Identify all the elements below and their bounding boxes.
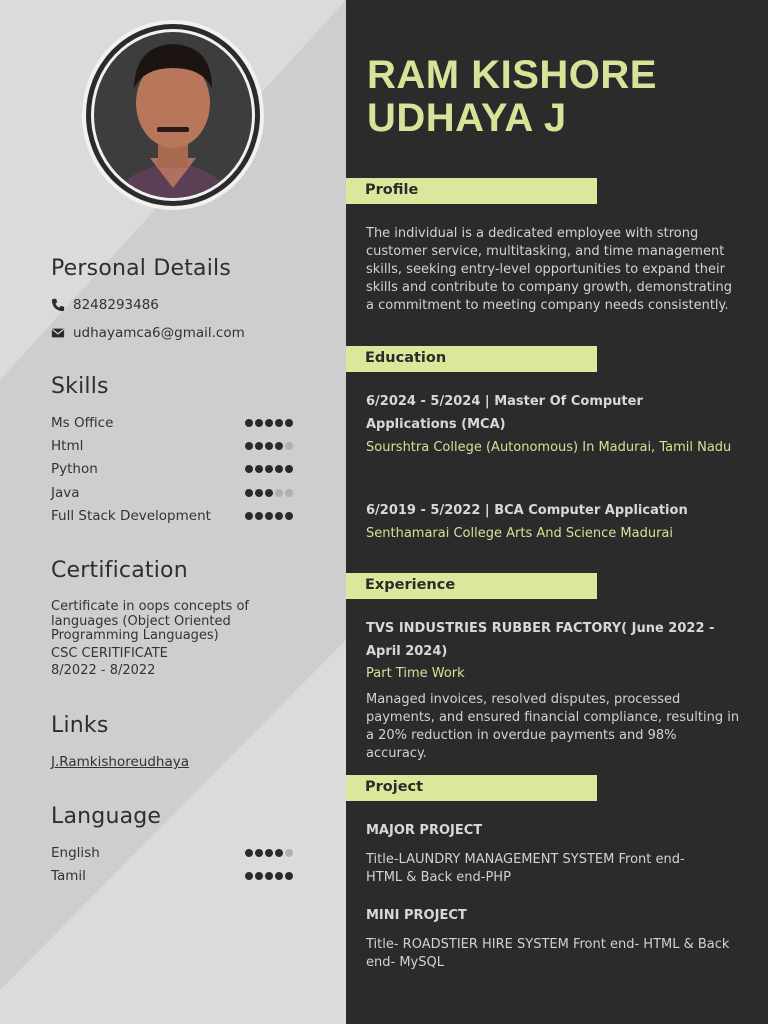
language-row [51,867,293,885]
education-title: Education [365,350,447,366]
education-heading-2: 6/2019 - 5/2022 | BCA Computer Application [366,503,688,518]
skill-row [51,460,293,478]
rating-dot [255,872,263,880]
email-address: udhayamca6@gmail.com [73,325,245,341]
rating-dot [245,849,253,857]
name-line-2: UDHAYA J [367,96,567,140]
rating-dot [275,465,283,473]
email-row [51,325,245,341]
rating-dots [245,849,293,857]
major-project-label: MAJOR PROJECT [366,823,483,838]
certification-title: Certification [51,558,188,583]
rating-dot [255,442,263,450]
mini-project-text: Title- ROADSTIER HIRE SYSTEM Front end- HTML & Back end- MySQL [366,937,730,970]
phone-row [51,297,159,313]
certification-issuer: CSC CERITIFICATE [51,645,168,661]
mini-project-label: MINI PROJECT [366,908,467,923]
rating-dot [255,489,263,497]
rating-dots [245,512,293,520]
rating-dot [285,489,293,497]
rating-dot [265,465,273,473]
profile-section-header [346,178,597,204]
education-school-2: Senthamarai College Arts And Science Madurai [366,526,673,541]
skill-row-label: Python [51,461,98,478]
rating-dot [245,489,253,497]
skill-row-label: Ms Office [51,415,114,431]
rating-dot [285,442,293,450]
rating-dot [265,872,273,880]
rating-dots [245,489,293,497]
profile-link[interactable]: J.Ramkishoreudhaya [51,754,189,770]
certification-dates: 8/2022 - 8/2022 [51,663,156,678]
rating-dot [275,489,283,497]
profile-text: The individual is a dedicated employee with strong customer service, multitasking, and time management skills, seeking entry-level opportunities to expand their skills and contribute to company growth, demonstrating a commitment to meeting company needs consistently. [366,226,732,313]
education-section-header [346,346,597,372]
rating-dots [245,419,293,427]
rating-dot [275,849,283,857]
certification-block [51,600,301,679]
rating-dot [275,442,283,450]
project-title: Project [365,779,424,795]
major-project-text: Title-LAUNDRY MANAGEMENT SYSTEM Front end- HTML & Back end-PHP [366,852,685,885]
rating-dot [275,872,283,880]
rating-dot [275,512,283,520]
rating-dot [285,419,293,427]
rating-dot [265,442,273,450]
rating-dot [255,419,263,427]
rating-dot [265,419,273,427]
profile-title: Profile [365,182,419,198]
education-school-1: Sourshtra College (Autonomous) In Madurai, Tamil Nadu [366,440,732,455]
rating-dots [245,872,293,880]
rating-dot [255,512,263,520]
experience-heading: TVS INDUSTRIES RUBBER FACTORY( June 2022 - April 2024) [366,621,715,659]
rating-dot [285,512,293,520]
rating-dot [285,465,293,473]
skill-row [51,507,293,525]
language-title: Language [51,804,162,829]
rating-dot [285,872,293,880]
rating-dots [245,442,293,450]
rating-dot [245,465,253,473]
rating-dot [245,872,253,880]
experience-title: Experience [365,577,456,593]
full-name [367,54,657,140]
name-line-1: RAM KISHORE [367,53,657,97]
rating-dot [245,419,253,427]
left-column [0,0,346,1024]
experience-section-header [346,573,597,599]
phone-number: 8248293486 [73,297,159,313]
rating-dot [245,442,253,450]
rating-dot [285,849,293,857]
rating-dot [265,489,273,497]
rating-dot [275,419,283,427]
certification-text: Certificate in oops concepts of languages (Object Oriented Programming Languages) [51,599,249,643]
rating-dot [255,849,263,857]
skill-row-label: Full Stack Development [51,507,211,524]
profile-photo [80,18,266,212]
language-row-label: English [51,845,100,861]
experience-text: Managed invoices, resolved disputes, processed payments, and ensured financial compliance, resulting in a 20% reduction in overdue payments and 98% accuracy. [366,692,740,761]
envelope-icon [51,326,65,340]
rating-dot [265,849,273,857]
skill-row [51,437,293,455]
skill-row-label: Html [51,438,84,455]
skill-row-label: Java [51,484,80,501]
rating-dot [265,512,273,520]
skill-row [51,414,293,432]
rating-dot [245,512,253,520]
skills-title: Skills [51,374,109,399]
education-heading-1: 6/2024 - 5/2024 | Master Of Computer Applications (MCA) [366,394,643,432]
rating-dots [245,465,293,473]
language-row-label: Tamil [51,868,86,884]
experience-role: Part Time Work [366,666,465,681]
skill-row [51,484,293,502]
personal-details-title: Personal Details [51,256,231,281]
rating-dot [255,465,263,473]
phone-icon [51,298,65,312]
language-row [51,844,293,862]
links-title: Links [51,713,109,738]
project-section-header [346,775,597,801]
